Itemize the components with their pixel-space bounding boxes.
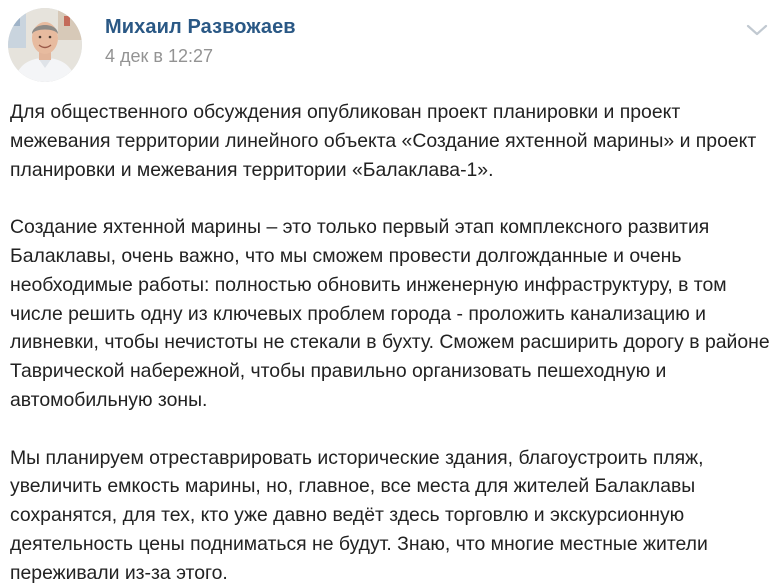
chevron-down-icon (744, 20, 770, 40)
post-header (0, 0, 776, 92)
author-name-link[interactable]: Михаил Развожаев (105, 16, 296, 38)
person-photo-icon (8, 8, 82, 82)
post-menu-button[interactable] (744, 20, 770, 40)
post-date-link[interactable]: 4 дек в 12:27 (105, 46, 214, 66)
post-paragraph: Мы планируем отреставрировать исторические здания, благоустроить пляж, увеличить емкость марины, но, главное, все места для жителей Балаклавы сохранятся, для тех, кто уже давно ведёт здесь торговлю и экскурсионную деятельность цены подниматься не будут. Знаю, что многие местные жители переживали из-за этого. (10, 446, 708, 584)
post-paragraph: Создание яхтенной марины – это только первый этап комплексного развития Балаклавы, очень важно, что мы сможем провести долгожданные и очень необходимые работы: полностью обновить инженерную инфраструктуру, в том числе решить одну из ключевых проблем города - проложить канализацию и ливневки, чтобы нечистоты не стекали в бухту. Сможем расширить дорогу в районе Таврической набережной, чтобы правильно организовать пешеходную и автомобильную зоны. (10, 216, 770, 411)
post-text (10, 98, 772, 588)
post-paragraph: Для общественного обсуждения опубликован проект планировки и проект межевания территории линейного объекта «Создание яхтенной марины» и проект планировки и межевания территории «Балаклава-1». (10, 101, 757, 181)
author-avatar[interactable] (8, 8, 82, 82)
